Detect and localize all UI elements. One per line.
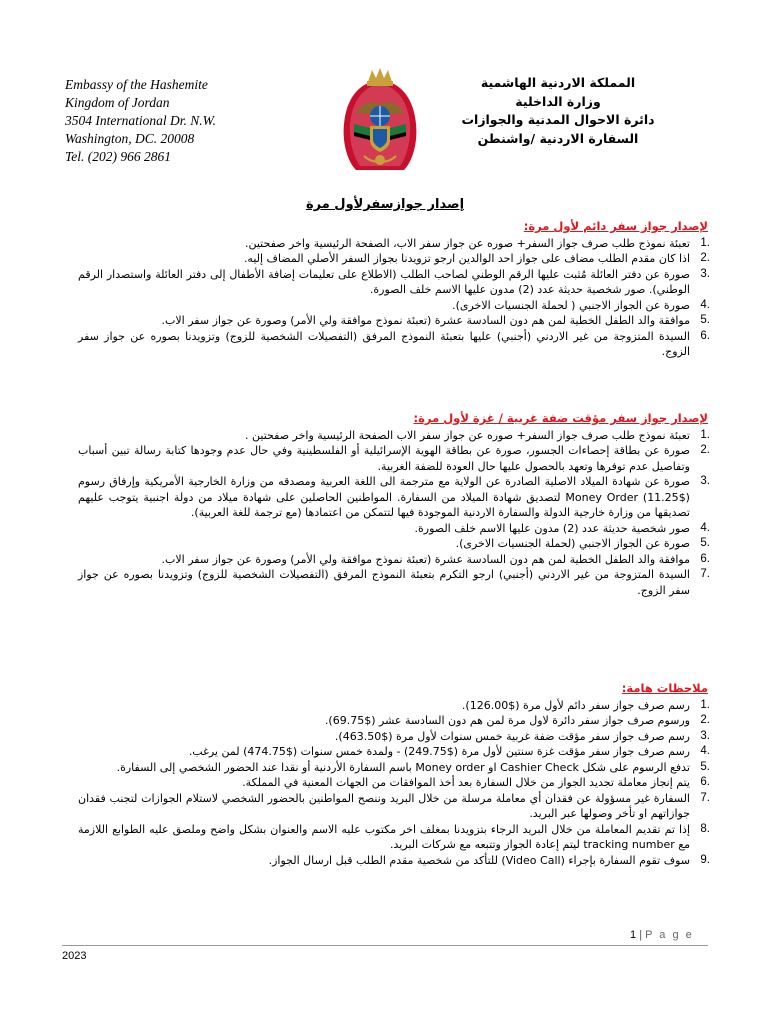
list-item: رسم صرف جواز سفر دائم لأول مرة ($126.00). xyxy=(461,698,690,712)
section-heading: ملاحظات هامة: xyxy=(621,681,708,695)
list-item: ورسوم صرف جواز سفر دائرة لاول مرة لمن هم دون السادسة عشر ($69.75). xyxy=(324,714,690,727)
ministry-header xyxy=(428,74,688,148)
embassy-address xyxy=(65,76,305,166)
section-heading: لإصدار جواز سفر مؤقت ضفة غربية / غزة لأول مرة: xyxy=(413,411,708,425)
list-item: السيدة المتزوجة من غير الاردني (أجنبي) ارجو التكرم بتعبئة النموذج المرفق (التفصيلات الشخصية للزوج) وتزويدنا بصوره عن جواز سفر الزوج. xyxy=(78,568,690,597)
header-line: السفارة الاردنية /واشنطن xyxy=(477,130,639,146)
address-line: Embassy of the Hashemite xyxy=(65,77,208,92)
requirements-list xyxy=(78,428,708,599)
list-item: سوف تقوم السفارة بإجراء (Video Call) للتأكد من شخصية مقدم الطلب قبل ارسال الجواز. xyxy=(268,853,690,867)
page-number xyxy=(630,929,694,941)
list-item: صور شخصية حديثة عدد (2) مدون عليها الاسم خلف الصورة. xyxy=(414,521,690,535)
list-item: موافقة والد الطفل الخطية لمن هم دون السادسة عشرة (تعبئة نموذج موافقة ولي الأمر) وصورة عن جواز سفر الاب. xyxy=(161,552,690,566)
list-item: صورة عن شهادة الميلاد الاصلية الصادرة عن الولاية مع مترجمة الى اللغة العربية ومصدقه من وزارة الخارجية الأمريكية وإرفاق رسوم ($11.25) Money Order لتصديق شهادة الميلاد من السفارة. المواطنين الحاصلين على شهادة ميلاد من دولة اجنبية يتوجب عليهم تصديقها من وزارة خارجية الدولة والسفارة الاردنية الموجودة فيها لتتمكن من اعتمادها (مع ترجمة للغة العربية). xyxy=(78,475,690,519)
page-word: P a g e xyxy=(645,929,694,941)
requirements-list xyxy=(78,236,708,360)
list-item: رسم صرف جواز سفر مؤقت ضفة غربية خمس سنوات لأول مرة ($463.50). xyxy=(334,729,690,743)
page-number-value: 1 xyxy=(630,929,637,941)
page-separator: | xyxy=(639,929,646,941)
jordan-coat-of-arms-icon xyxy=(330,66,430,176)
address-line: Tel. (202) 966 2861 xyxy=(65,149,172,164)
address-line: Kingdom of Jordan xyxy=(65,95,170,110)
header-line: وزارة الداخلية xyxy=(515,93,601,109)
section-temporary-passport xyxy=(78,411,708,598)
list-item: إذا تم تقديم المعاملة من خلال البريد الرجاء بتزويدنا بمغلف اخر مكتوب عليه الاسم والعنوان بشكل واضح وملصق عليه الطوابع اللازمة مع tracking number ليتم إعادة الجواز وتتبعه مع شركات البريد. xyxy=(78,822,690,851)
list-item: موافقة والد الطفل الخطية لمن هم دون السادسة عشرة (تعبئة نموذج موافقة ولي الأمر) وصورة عن جواز سفر الاب. xyxy=(161,314,690,327)
list-item: السفارة غير مسؤولة عن فقدان أي معاملة مرسلة من خلال البريد وننصح المواطنين بالحضور الشخصي لاستلام الجوازات لتجنب فقدان جوازاتهم او تأخر وصولها عبر البريد. xyxy=(78,791,690,820)
document-title: إصدار جوازسفرلأول مرة xyxy=(305,197,465,212)
list-item: صورة عن الجواز الاجنبي (لحملة الجنسيات الاخرى). xyxy=(455,537,690,550)
header-line: دائرة الاحوال المدنية والجوازات xyxy=(461,112,655,127)
section-permanent-passport xyxy=(78,219,708,360)
list-item: صورة عن بطاقة إحصاءات الجسور، صورة عن بطاقة الهوية الإسرائيلية أو الفلسطينية وفي حال عدم وجودها كتابة رسالة تبين أسباب وتفاصيل عدم توفرها وتعهد بالحصول عليها حال العودة للضفة الغربية. xyxy=(78,444,690,473)
list-item: تعبئة نموذج طلب صرف جواز السفر+ صوره عن جواز سفر الاب الصفحة الرئيسية واخر صفحتين . xyxy=(245,428,690,442)
list-item: صورة عن دفتر العائلة مُثبت عليها الرقم الوطني لصاحب الطلب (الاطلاع على تعليمات إضافة الأطفال إلى دفتر العائلة واستصدار الرقم الوطني). صور شخصية حديثة عدد (2) مدون عليها الاسم خلف الصورة. xyxy=(78,267,690,296)
footer-divider xyxy=(62,945,708,946)
header-line: المملكة الاردنية الهاشمية xyxy=(480,75,636,90)
address-line: 3504 International Dr. N.W. xyxy=(65,113,217,128)
list-item: رسم صرف جواز سفر مؤقت غزة سنتين لأول مرة ($249.75) - ولمدة خمس سنوات ($474.75) لمن يرغب. xyxy=(188,745,690,758)
list-item: صورة عن الجواز الاجنبي ( لحملة الجنسيات الاخرى). xyxy=(452,298,690,312)
list-item: السيدة المتزوجة من غير الاردني (أجنبي) عليها بتعبئة النموذج المرفق (التفصيلات الشخصية للزوج) وتزويدنا بصوره عن جواز سفر الزوج. xyxy=(78,329,690,358)
document-year: 2023 xyxy=(62,950,87,962)
section-heading: لإصدار جواز سفر دائم لأول مرة: xyxy=(523,219,708,233)
address-line: Washington, DC. 20008 xyxy=(65,131,195,146)
list-item: اذا كان مقدم الطلب مضاف على جواز احد الوالدين ارجو تزويدنا بجواز السفر الأصلي المضاف إليه. xyxy=(243,252,690,265)
notes-list xyxy=(78,698,708,869)
list-item: يتم إنجاز معاملة تجديد الجواز من خلال السفارة بعد أخذ الموافقات من الجهات المعنية في المملكة. xyxy=(242,776,690,789)
list-item: تدفع الرسوم على شكل Cashier Check او Money order باسم السفارة الأردنية أو نقدا عند الحضور الشخصي إلى السفارة. xyxy=(116,760,690,774)
section-important-notes xyxy=(78,681,708,868)
list-item: تعبئة نموذج طلب صرف جواز السفر+ صوره عن جواز سفر الاب، الصفحة الرئيسية واخر صفحتين. xyxy=(244,236,690,250)
